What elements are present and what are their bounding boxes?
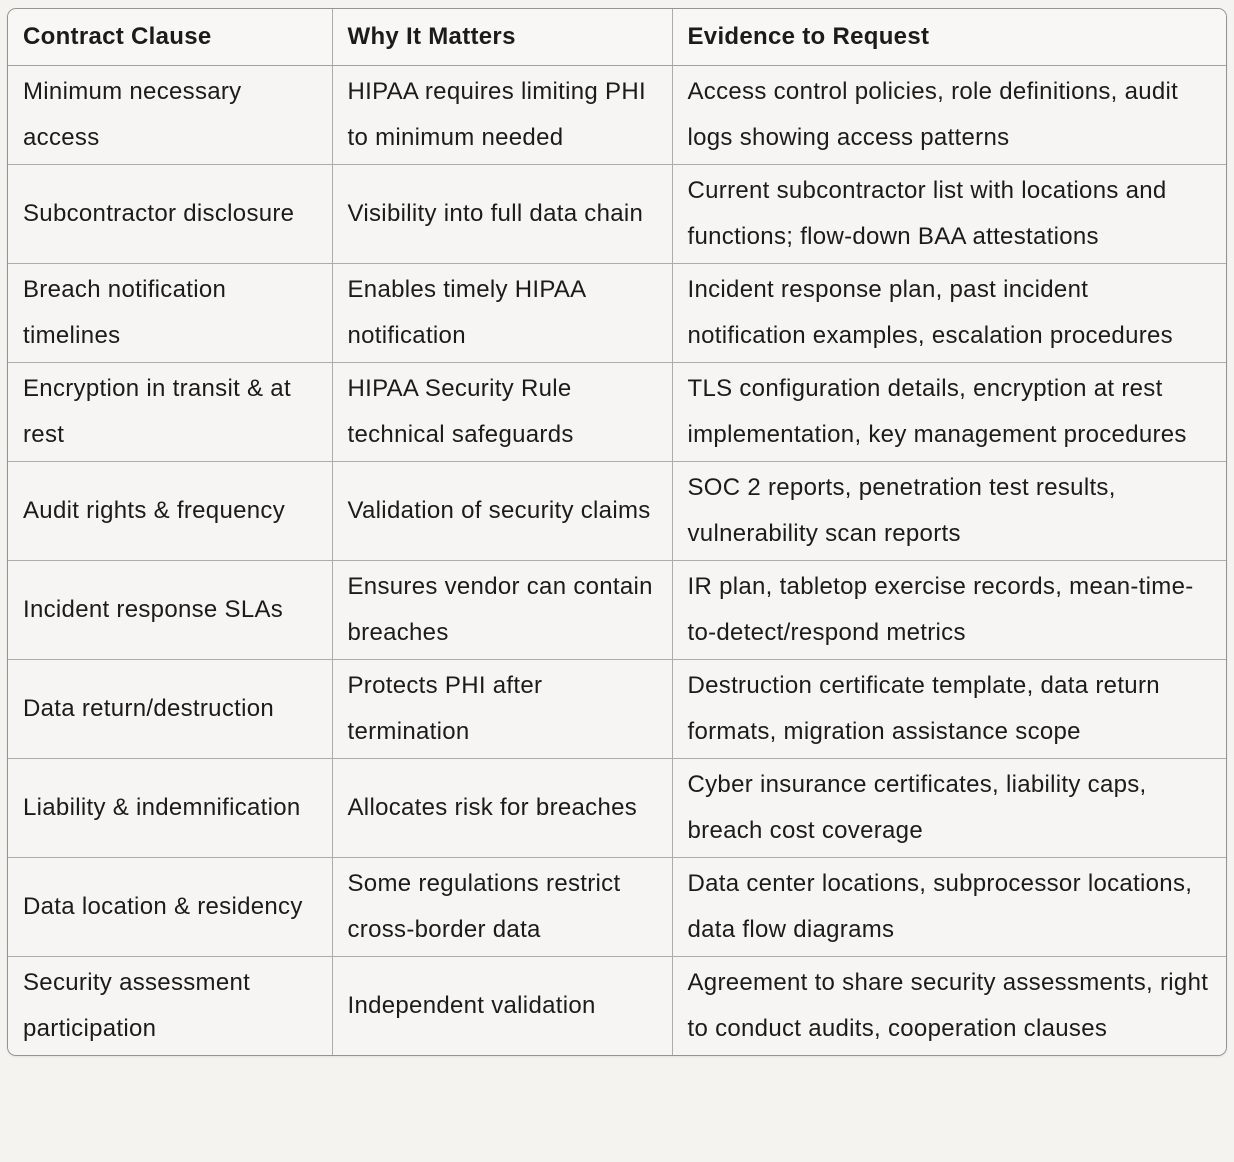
table-row bbox=[8, 462, 1227, 561]
table-cell-clause: Security assessment participation bbox=[8, 957, 332, 1056]
table-cell-why: Enables timely HIPAA notification bbox=[332, 264, 672, 363]
table-cell-clause: Breach notification timelines bbox=[8, 264, 332, 363]
table-cell-evidence: Cyber insurance certificates, liability caps, breach cost coverage bbox=[672, 759, 1227, 858]
table-cell-clause: Encryption in transit & at rest bbox=[8, 363, 332, 462]
table-cell-why: Protects PHI after termination bbox=[332, 660, 672, 759]
table-cell-why: Visibility into full data chain bbox=[332, 165, 672, 264]
table-body bbox=[8, 66, 1227, 1056]
table-header-row bbox=[8, 9, 1227, 66]
column-header-why-it-matters: Why It Matters bbox=[332, 9, 672, 66]
table-cell-why: Validation of security claims bbox=[332, 462, 672, 561]
table-cell-clause: Audit rights & frequency bbox=[8, 462, 332, 561]
table-row bbox=[8, 165, 1227, 264]
table-row bbox=[8, 363, 1227, 462]
table-row bbox=[8, 660, 1227, 759]
table-header bbox=[8, 9, 1227, 66]
table-cell-clause: Subcontractor disclosure bbox=[8, 165, 332, 264]
table-cell-clause: Data location & residency bbox=[8, 858, 332, 957]
table-cell-why: Ensures vendor can contain breaches bbox=[332, 561, 672, 660]
table-cell-evidence: IR plan, tabletop exercise records, mean-time-to-detect/respond metrics bbox=[672, 561, 1227, 660]
table-cell-why: Some regulations restrict cross-border data bbox=[332, 858, 672, 957]
table-cell-evidence: Destruction certificate template, data return formats, migration assistance scope bbox=[672, 660, 1227, 759]
table-cell-clause: Incident response SLAs bbox=[8, 561, 332, 660]
table-cell-evidence: Data center locations, subprocessor locations, data flow diagrams bbox=[672, 858, 1227, 957]
contract-clause-table-container bbox=[7, 8, 1227, 1056]
table-cell-why: HIPAA Security Rule technical safeguards bbox=[332, 363, 672, 462]
table-row bbox=[8, 957, 1227, 1056]
table-cell-why: Allocates risk for breaches bbox=[332, 759, 672, 858]
table-cell-clause: Data return/destruction bbox=[8, 660, 332, 759]
table-cell-evidence: TLS configuration details, encryption at rest implementation, key management procedures bbox=[672, 363, 1227, 462]
column-header-evidence-to-request: Evidence to Request bbox=[672, 9, 1227, 66]
table-cell-evidence: Current subcontractor list with locations and functions; flow-down BAA attestations bbox=[672, 165, 1227, 264]
table-cell-why: HIPAA requires limiting PHI to minimum needed bbox=[332, 66, 672, 165]
table-cell-evidence: SOC 2 reports, penetration test results, vulnerability scan reports bbox=[672, 462, 1227, 561]
table-row bbox=[8, 66, 1227, 165]
vendor-contract-clause-table bbox=[8, 9, 1227, 1055]
table-row bbox=[8, 759, 1227, 858]
table-row bbox=[8, 264, 1227, 363]
table-cell-clause: Minimum necessary access bbox=[8, 66, 332, 165]
table-row bbox=[8, 561, 1227, 660]
table-cell-evidence: Access control policies, role definitions, audit logs showing access patterns bbox=[672, 66, 1227, 165]
table-cell-clause: Liability & indemnification bbox=[8, 759, 332, 858]
column-header-contract-clause: Contract Clause bbox=[8, 9, 332, 66]
table-cell-evidence: Agreement to share security assessments, right to conduct audits, cooperation clauses bbox=[672, 957, 1227, 1056]
table-cell-evidence: Incident response plan, past incident notification examples, escalation procedures bbox=[672, 264, 1227, 363]
table-cell-why: Independent validation bbox=[332, 957, 672, 1056]
table-row bbox=[8, 858, 1227, 957]
